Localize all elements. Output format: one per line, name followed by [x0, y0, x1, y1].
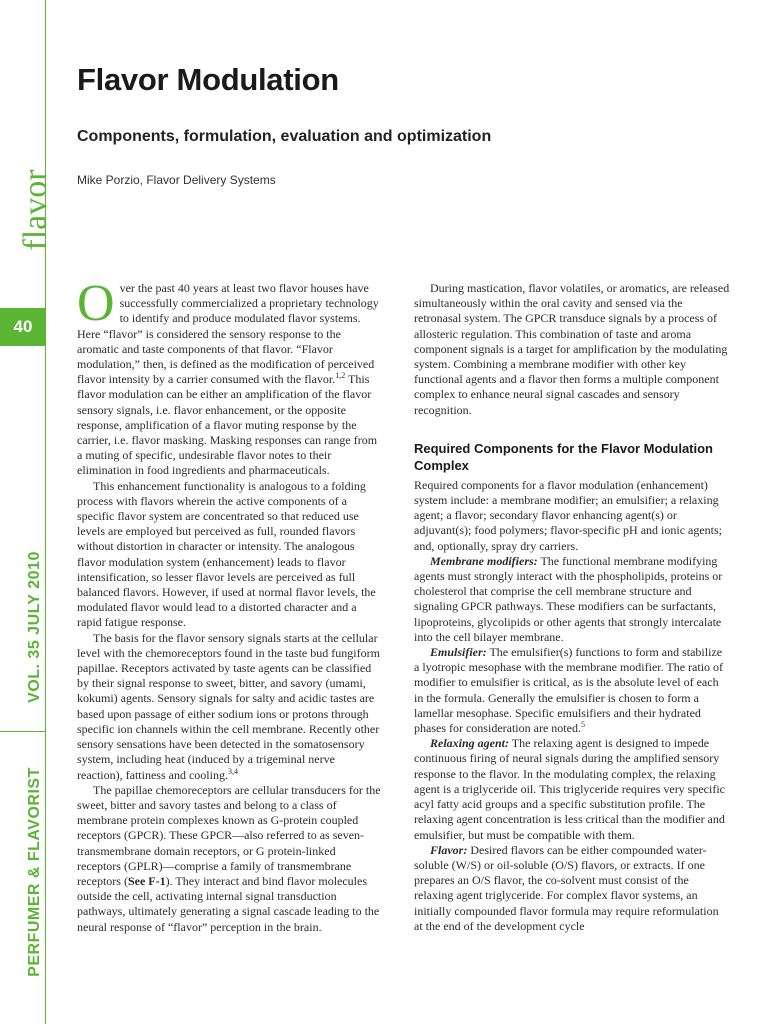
- body-paragraph: [414, 736, 730, 842]
- body-paragraph: [77, 631, 382, 783]
- body-text: The relaxing agent is designed to impede continuous firing of neural signals during the amplified sensory response to the flavor. In the modulating complex, the relaxing agent is a triglyceride oil. This triglyceride requires very specific acyl fatty acid groups and a specific substitution profile. The relaxing agent concentration is less critical than the modifier and emulsifier, but must be compatible with them.: [414, 736, 725, 842]
- run-in-heading: Emulsifier:: [430, 645, 487, 660]
- author-byline: Mike Porzio, Flavor Delivery Systems: [77, 173, 276, 187]
- body-paragraph: During mastication, flavor volatiles, or aromatics, are released simultaneously within the oral cavity and sensed via the retronasal system. The GPCR transduce signals by a process of allosteric regulation. This combination of taste and aroma component signals is a target for amplification by the modulating system. Combining a membrane modifier with other key functional agents and a flavor then forms a multiple component complex to enhance neural signal cascades and sensory recognition.: [414, 281, 730, 417]
- article-title: Flavor Modulation: [77, 62, 339, 97]
- citation: 5: [580, 720, 585, 730]
- body-text: The basis for the flavor sensory signals starts at the cellular level with the chemoreceptors found in the taste bud fungiform papillae. Receptors activated by taste agents can be classified by their signal response to sweet, bitter, and savory (umami, kokumi) agents. Sensory signals for salty and acidic tastes are based upon passage of either sodium ions or protons through specific ion channels within the cell membrane. Recently other sensory sensations have been detected in the somatosensory system, including heat (induced by a trigeminal nerve reaction), fattiness and cooling.: [77, 630, 380, 782]
- volume-issue: VOL. 35 JULY 2010: [26, 551, 43, 703]
- journal-name: PERFUMER & FLAVORIST: [26, 767, 43, 977]
- body-paragraph: [77, 783, 382, 935]
- body-paragraph: Required components for a flavor modulation (enhancement) system include: a membrane modifier; an emulsifier; a relaxing agent; a flavor; secondary flavor enhancing agent(s) or adjuvant(s); food polymers; flavor-specific pH and ionic agents; and, optionally, spray dry carriers.: [414, 477, 723, 553]
- drop-cap: O: [77, 275, 115, 332]
- citation: 1,2: [335, 371, 346, 381]
- right-column: [414, 281, 730, 934]
- intro-text-a: ver the past 40 years at least two flavor houses have successfully commercialized a proprietary technology to identify and produce modulated flavor systems. Here “flavor” is considered the sensory response to the aromatic and taste components of that flavor. “Flavor modulation,” then, is defined as the modification of perceived flavor intensity by a carrier consumed with the flavor.: [77, 281, 379, 387]
- intro-text-b: This flavor modulation can be either an amplification of the flavor sensory signals, i.e. flavor enhancement, or the opposite response, amplification of a flavor muting response by the carrier, i.e. flavor masking. Masking responses can range from a muting of specific, undesirable flavor notes to their elimination in food ingredients and pharmaceuticals.: [77, 372, 378, 478]
- margin-rule-bottom: [45, 346, 46, 1024]
- body-text: ). They interact and bind flavor molecules outside the cell, activating internal signal transduction pathways, ultimately generating a signal cascade leading to the neural response of “flavor” perception in the brain.: [77, 873, 380, 934]
- margin-rule-top: [45, 0, 46, 308]
- run-in-heading: Flavor:: [430, 842, 468, 857]
- figure-reference[interactable]: See F-1: [127, 873, 166, 888]
- body-text: The functional membrane modifying agents must strongly interact with the phospholipids, proteins or cholesterol that comprise the cell membrane structure and signaling GPCR pathways. These modifiers can be surfactants, lipoproteins, glycolipids or other agents that strongly intercalate into the cell bilayer membrane.: [414, 553, 723, 644]
- left-column: [77, 275, 382, 935]
- body-paragraph: This enhancement functionality is analogous to a folding process with flavors wherein the active components of a specific flavor system are concentrated so that reduced use levels are employed but perceived as full, rounded flavors without distortion in character or intensity. The analogous flavor modulation system (enhancement) leads to flavor intensification, so lesser flavor levels are perceived as full balanced flavors. However, if used at normal flavor levels, the modulated flavor would lead to a distorted character and a rapid fatigue response.: [77, 478, 376, 630]
- article-subtitle: Components, formulation, evaluation and optimization: [77, 128, 492, 145]
- body-text: The papillae chemoreceptors are cellular transducers for the sweet, bitter and savory tastes and belong to a class of membrane protein complexes known as G-protein coupled receptors (GPCR). These GPCR—also referred to as seven-transmembrane domain receptors, or G protein-linked receptors (GPLR)—comprise a family of transmembrane receptors (: [77, 782, 381, 888]
- run-in-heading: Relaxing agent:: [430, 736, 510, 751]
- body-paragraph: [414, 843, 730, 934]
- section-heading: Required Components for the Flavor Modulation Complex: [414, 440, 713, 473]
- margin-rule-divider: [0, 731, 46, 732]
- run-in-heading: Membrane modifiers:: [430, 553, 538, 568]
- citation: 3,4: [227, 766, 238, 776]
- body-paragraph: [414, 554, 730, 645]
- body-text: Desired flavors can be either compounded water-soluble (W/S) or oil-soluble (O/S) flavors, or extracts. If one prepares an O/S flavor, the co-solvent must consist of the relaxing agent triglyceride. For complex flavor systems, an initially compounded flavor formula may require reformulation at the end of the development cycle: [414, 842, 719, 933]
- section-label: flavor: [17, 169, 54, 251]
- body-text: The emulsifier(s) functions to form and stabilize a lyotropic mesophase with the membrane modifier. The ratio of modifier to emulsifier is critical, as is the absolute level of each in the formula. Generally the emulsifier is chosen to form a lamellar mesophase. Specific emulsifiers and their hydrated phases for consideration are noted.: [414, 645, 724, 736]
- intro-paragraph: [77, 275, 382, 479]
- page-number: 40: [0, 308, 46, 346]
- body-paragraph: [414, 645, 730, 736]
